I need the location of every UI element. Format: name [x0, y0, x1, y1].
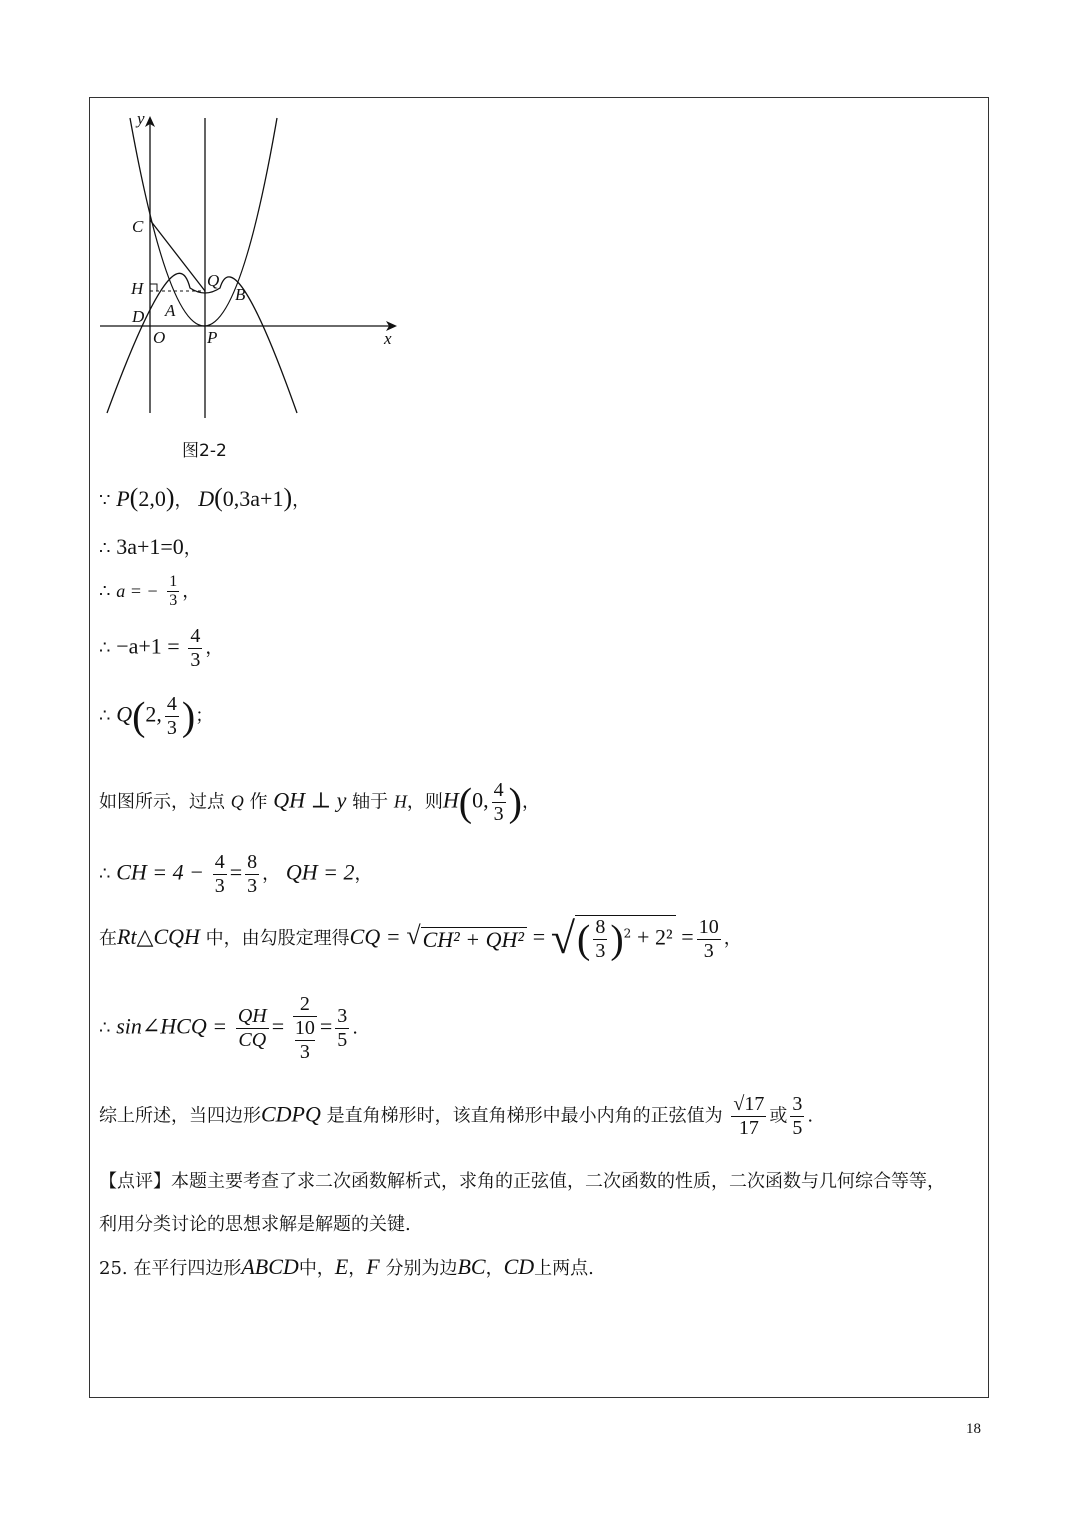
line-8: 在Rt△CQH 中，由勾股定理得CQ = √CH² + QH² = √( $\frac{8}{3}$ )$^2$ + 2² = $\frac{10}{3}$ ，: [99, 914, 742, 963]
page-number: 18: [966, 1421, 981, 1437]
line-7: ∴ CH = 4 − $\frac{4}{3}$ = $\frac{8}{3}$ ， QH = 2，: [99, 851, 373, 897]
label-a: A: [165, 301, 176, 320]
right-angle-mark: [150, 284, 157, 291]
label-y: y: [137, 109, 145, 128]
line-6: 如图所示，过点 Q 作 QH ⊥ y 轴于 H，则H(0, $\frac{4}{3}$ )，: [99, 779, 540, 825]
figure-caption: 图2-2: [182, 441, 227, 461]
question-25: 25. 在平行四边形ABCD中，E，F 分别为边BC，CD上两点.: [99, 1254, 594, 1279]
label-h: H: [131, 279, 144, 298]
line-2: ∴ 3a+1=0，: [99, 534, 202, 559]
label-p: P: [207, 328, 218, 347]
parabola-figure: [95, 108, 415, 428]
line-9: ∴ sin∠HCQ = $\frac{QH}{CQ}$ = 2 10 3 = $\frac{3}{5}$ .: [99, 993, 359, 1063]
line-5: ∴ Q(2, $\frac{4}{3}$ )；: [99, 693, 214, 739]
line-4: ∴ −a+1 = $\frac{4}{3}$ ，: [99, 625, 224, 671]
review-line-2: 利用分类讨论的思想求解是解题的关键.: [99, 1214, 411, 1235]
label-x: x: [384, 329, 392, 348]
label-d: D: [132, 307, 145, 326]
line-3: ∴ a = − $\frac{1}{3}$ ，: [99, 573, 201, 610]
line-1: ∵ P(2,0)， D(0,3a+1)，: [99, 483, 311, 512]
review-line-1: 【点评】本题主要考查了求二次函数解析式，求角的正弦值，二次函数的性质，二次函数与几何综合等等，: [99, 1171, 945, 1192]
label-b: B: [235, 285, 246, 304]
label-o: O: [153, 328, 166, 347]
segment-cq: [150, 220, 205, 291]
line-10: 综上所述，当四边形CDPQ 是直角梯形时，该直角梯形中最小内角的正弦值为 $\frac{√17}{17}$ 或 $\frac{3}{5}$ .: [99, 1093, 814, 1139]
label-c: C: [132, 217, 144, 236]
label-q: Q: [207, 271, 220, 290]
